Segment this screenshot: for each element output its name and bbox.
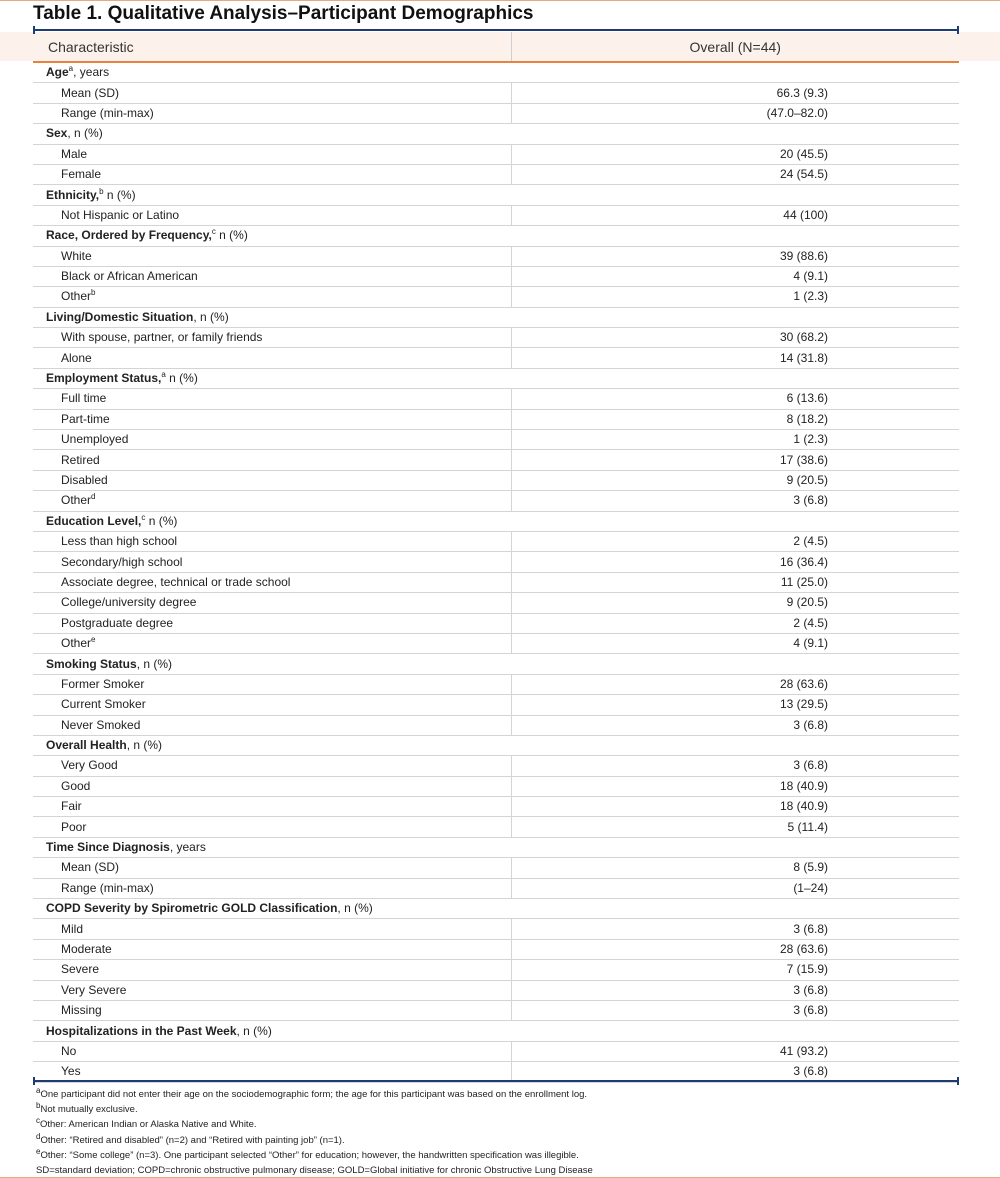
- footnote-mark: b: [36, 1101, 41, 1111]
- row-label-cell: [33, 389, 511, 409]
- row-label-cell: [33, 491, 511, 511]
- row-label: Good: [61, 778, 91, 793]
- section-suffix: , n (%): [67, 126, 103, 141]
- row-label: Range (min-max): [61, 105, 154, 120]
- row-value: 3 (6.8): [511, 756, 959, 776]
- bottom-rule: [33, 1080, 959, 1082]
- table-row: [33, 287, 959, 307]
- table-row: [33, 1041, 959, 1061]
- row-value: 1 (2.3): [511, 430, 959, 450]
- row-value: 20 (45.5): [511, 144, 959, 164]
- row-label: Full time: [61, 391, 107, 406]
- row-value: 1 (2.3): [511, 287, 959, 307]
- table-row: [33, 878, 959, 898]
- row-value: (47.0–82.0): [511, 103, 959, 123]
- section-label: Time Since Diagnosis: [46, 840, 170, 855]
- row-label: Moderate: [61, 941, 112, 956]
- footnote-text: SD=standard deviation; COPD=chronic obstructive pulmonary disease; GOLD=Global initiative for chronic Obstructive Lung Disease: [36, 1165, 593, 1177]
- table-row: [33, 960, 959, 980]
- section-label: Sex: [46, 126, 68, 141]
- row-label-cell: [33, 205, 511, 225]
- table-row: [33, 695, 959, 715]
- row-label: Poor: [61, 819, 87, 834]
- row-label: Postgraduate degree: [61, 615, 174, 630]
- row-label-cell: [33, 878, 511, 898]
- row-label: Other: [61, 636, 92, 651]
- row-label-cell: [33, 348, 511, 368]
- footnote-mark: e: [36, 1146, 41, 1156]
- footnote-marker: d: [91, 492, 96, 502]
- row-value: 4 (9.1): [511, 633, 959, 653]
- row-value: 28 (63.6): [511, 939, 959, 959]
- footnote-text: Other: American Indian or Alaska Native and White.: [40, 1119, 257, 1131]
- row-label-cell: [33, 633, 511, 653]
- row-label-cell: [33, 552, 511, 572]
- row-label: Female: [61, 167, 102, 182]
- table-body: [33, 62, 959, 1082]
- footnote-mark: a: [36, 1085, 41, 1095]
- row-label-cell: [33, 572, 511, 592]
- table-row: [33, 164, 959, 184]
- section-heading: [33, 124, 959, 144]
- table-row: [33, 266, 959, 286]
- row-label: Other: [61, 493, 92, 508]
- table-row: [33, 1062, 959, 1082]
- section-row: [33, 899, 959, 919]
- row-label: Disabled: [61, 473, 108, 487]
- row-label-cell: [33, 470, 511, 490]
- row-label: Less than high school: [61, 534, 178, 549]
- row-label: Alone: [61, 350, 92, 365]
- footnote: [36, 1102, 966, 1117]
- table-row: [33, 328, 959, 348]
- section-label: Ethnicity,: [46, 187, 100, 202]
- footnote-text: Other: “Some college” (n=3). One participant selected “Other” for education; however, the handwritten specification was illegible.: [40, 1149, 579, 1161]
- section-suffix: n (%): [215, 228, 248, 243]
- row-label: Yes: [61, 1064, 81, 1079]
- row-label-cell: [33, 409, 511, 429]
- section-suffix: , n (%): [193, 309, 229, 324]
- row-label: Very Good: [61, 758, 118, 773]
- row-label: Current Smoker: [61, 697, 146, 712]
- row-value: 14 (31.8): [511, 348, 959, 368]
- footnotes: [36, 1087, 966, 1178]
- table-row: [33, 470, 959, 490]
- table-row: [33, 389, 959, 409]
- row-value: 3 (6.8): [511, 1000, 959, 1020]
- table-row: [33, 613, 959, 633]
- section-row: [33, 226, 959, 246]
- row-label-cell: [33, 430, 511, 450]
- row-value: 39 (88.6): [511, 246, 959, 266]
- table-row: [33, 348, 959, 368]
- table-row: [33, 103, 959, 123]
- row-label-cell: [33, 797, 511, 817]
- section-row: [33, 511, 959, 531]
- row-value: 9 (20.5): [511, 470, 959, 490]
- row-label: Never Smoked: [61, 717, 141, 732]
- table-row: [33, 430, 959, 450]
- section-suffix: , years: [169, 840, 206, 855]
- table-row: [33, 919, 959, 939]
- row-label-cell: [33, 939, 511, 959]
- row-label: Associate degree, technical or trade school: [61, 574, 291, 589]
- footnote: [36, 1148, 966, 1163]
- footnote-text: One participant did not enter their age on the sociodemographic form; the age for this participant was based on the enrollment log.: [40, 1089, 588, 1100]
- row-label: Secondary/high school: [61, 554, 183, 569]
- footnote-marker: b: [99, 186, 104, 196]
- row-value: 8 (18.2): [511, 409, 959, 429]
- table-row: [33, 980, 959, 1000]
- row-value: (1–24): [511, 878, 959, 898]
- section-label: Hospitalizations in the Past Week: [46, 1023, 237, 1038]
- section-heading: [33, 1021, 959, 1041]
- row-value: 18 (40.9): [511, 797, 959, 817]
- row-value: 11 (25.0): [511, 572, 959, 592]
- row-label: With spouse, partner, or family friends: [61, 330, 263, 345]
- row-label-cell: [33, 246, 511, 266]
- row-value: 3 (6.8): [511, 919, 959, 939]
- row-value: 4 (9.1): [511, 266, 959, 286]
- row-label: Black or African American: [61, 269, 198, 284]
- top-accent-line: [0, 0, 1000, 1]
- row-value: 9 (20.5): [511, 593, 959, 613]
- row-label: Retired: [61, 452, 100, 467]
- row-label-cell: [33, 1062, 511, 1082]
- row-value: 3 (6.8): [511, 715, 959, 735]
- row-value: 8 (5.9): [511, 858, 959, 878]
- table-row: [33, 83, 959, 103]
- row-label: Former Smoker: [61, 676, 145, 691]
- section-suffix: , n (%): [236, 1023, 272, 1038]
- table-row: [33, 674, 959, 694]
- footnote-marker: a: [161, 370, 166, 380]
- header-overall: Overall (N=44): [511, 32, 959, 62]
- section-suffix: , years: [73, 65, 110, 80]
- section-label: Education Level,: [46, 513, 142, 528]
- section-suffix: n (%): [103, 187, 136, 202]
- row-label: Fair: [61, 799, 82, 814]
- section-suffix: , n (%): [337, 901, 373, 916]
- row-label-cell: [33, 164, 511, 184]
- row-label-cell: [33, 1000, 511, 1020]
- row-label-cell: [33, 858, 511, 878]
- row-label: Very Severe: [61, 982, 127, 997]
- row-label-cell: [33, 531, 511, 551]
- top-rule: [33, 29, 959, 31]
- section-heading: [33, 837, 959, 857]
- row-value: 2 (4.5): [511, 531, 959, 551]
- row-label-cell: [33, 287, 511, 307]
- section-suffix: n (%): [165, 371, 198, 386]
- row-label-cell: [33, 980, 511, 1000]
- table-row: [33, 776, 959, 796]
- footnote-marker: b: [91, 288, 96, 298]
- row-label-cell: [33, 960, 511, 980]
- table-row: [33, 939, 959, 959]
- footnote-marker: c: [141, 512, 146, 522]
- row-value: 5 (11.4): [511, 817, 959, 837]
- section-row: [33, 124, 959, 144]
- table-row: [33, 572, 959, 592]
- row-value: 6 (13.6): [511, 389, 959, 409]
- section-heading: [33, 368, 959, 388]
- table-row: [33, 491, 959, 511]
- table-row: [33, 797, 959, 817]
- row-value: 7 (15.9): [511, 960, 959, 980]
- table-row: [33, 450, 959, 470]
- table-row: [33, 246, 959, 266]
- section-heading: [33, 185, 959, 205]
- table-row: [33, 409, 959, 429]
- section-row: [33, 307, 959, 327]
- table-row: [33, 552, 959, 572]
- table-row: [33, 144, 959, 164]
- section-label: Race, Ordered by Frequency,: [46, 228, 212, 243]
- row-label: Other: [61, 289, 92, 304]
- row-label: Not Hispanic or Latino: [61, 207, 180, 222]
- row-label-cell: [33, 756, 511, 776]
- row-label-cell: [33, 674, 511, 694]
- footnote-mark: c: [36, 1116, 40, 1126]
- row-value: 16 (36.4): [511, 552, 959, 572]
- footnote: [36, 1163, 966, 1178]
- row-value: 28 (63.6): [511, 674, 959, 694]
- footnote-marker: a: [68, 64, 74, 74]
- footnote: [36, 1133, 966, 1148]
- section-row: [33, 185, 959, 205]
- row-value: 41 (93.2): [511, 1041, 959, 1061]
- section-label: Employment Status,: [46, 371, 162, 386]
- section-label: Overall Health: [46, 738, 127, 753]
- table-row: [33, 593, 959, 613]
- row-label-cell: [33, 593, 511, 613]
- row-label: Range (min-max): [61, 880, 154, 895]
- row-label-cell: [33, 817, 511, 837]
- header-row: [33, 32, 959, 62]
- row-label-cell: [33, 266, 511, 286]
- row-label: Part-time: [61, 411, 110, 426]
- footnote-marker: e: [91, 635, 96, 645]
- section-heading: [33, 226, 959, 246]
- row-label-cell: [33, 144, 511, 164]
- footnote: [36, 1087, 966, 1102]
- footnote-text: Other: “Retired and disabled” (n=2) and “Retired with painting job” (n=1).: [40, 1134, 345, 1146]
- section-label: Living/Domestic Situation: [46, 309, 194, 324]
- section-heading: [33, 735, 959, 755]
- table-row: [33, 756, 959, 776]
- footnote: [36, 1117, 966, 1132]
- section-heading: [33, 307, 959, 327]
- row-label: Male: [61, 146, 88, 161]
- section-row: [33, 1021, 959, 1041]
- section-row: [33, 62, 959, 83]
- row-value: 66.3 (9.3): [511, 83, 959, 103]
- section-label: COPD Severity by Spirometric GOLD Classification: [46, 901, 338, 916]
- row-label-cell: [33, 715, 511, 735]
- section-row: [33, 654, 959, 674]
- row-label-cell: [33, 776, 511, 796]
- section-suffix: , n (%): [126, 738, 163, 753]
- table-row: [33, 1000, 959, 1020]
- footnote-text: Not mutually exclusive.: [40, 1104, 138, 1116]
- table-row: [33, 633, 959, 653]
- row-value: 24 (54.5): [511, 164, 959, 184]
- section-suffix: , n (%): [136, 656, 173, 671]
- row-label-cell: [33, 695, 511, 715]
- row-value: 3 (6.8): [511, 491, 959, 511]
- row-value: 44 (100): [511, 205, 959, 225]
- row-label: Mean (SD): [61, 85, 120, 100]
- table-row: [33, 531, 959, 551]
- section-heading: [33, 654, 959, 674]
- row-label: College/university degree: [61, 595, 197, 610]
- section-row: [33, 368, 959, 388]
- table-row: [33, 858, 959, 878]
- section-label: Smoking Status: [46, 656, 137, 671]
- section-label: Age: [46, 65, 69, 80]
- footnote-mark: d: [36, 1131, 41, 1141]
- row-label: White: [61, 248, 92, 263]
- row-label-cell: [33, 83, 511, 103]
- row-label-cell: [33, 450, 511, 470]
- row-label: Unemployed: [61, 432, 129, 447]
- section-heading: [33, 511, 959, 531]
- header-characteristic: Characteristic: [33, 32, 511, 62]
- row-value: 30 (68.2): [511, 328, 959, 348]
- row-label-cell: [33, 103, 511, 123]
- row-label-cell: [33, 613, 511, 633]
- row-label-cell: [33, 328, 511, 348]
- demographics-table: [33, 32, 959, 1083]
- table-row: [33, 715, 959, 735]
- row-value: 3 (6.8): [511, 1062, 959, 1082]
- row-label: No: [61, 1043, 77, 1058]
- section-suffix: n (%): [145, 513, 178, 528]
- row-value: 3 (6.8): [511, 980, 959, 1000]
- table-title: Table 1. Qualitative Analysis–Participant Demographics: [33, 3, 534, 24]
- section-row: [33, 837, 959, 857]
- row-label-cell: [33, 919, 511, 939]
- footnote-marker: c: [211, 227, 216, 237]
- table-row: [33, 205, 959, 225]
- section-heading: [33, 899, 959, 919]
- row-value: 17 (38.6): [511, 450, 959, 470]
- row-value: 18 (40.9): [511, 776, 959, 796]
- row-label-cell: [33, 1041, 511, 1061]
- section-row: [33, 735, 959, 755]
- row-label: Mean (SD): [61, 860, 120, 875]
- row-label: Severe: [61, 962, 100, 977]
- row-value: 13 (29.5): [511, 695, 959, 715]
- row-label: Missing: [61, 1003, 102, 1018]
- row-label: Mild: [61, 921, 84, 936]
- table-row: [33, 817, 959, 837]
- section-heading: [33, 62, 959, 83]
- row-value: 2 (4.5): [511, 613, 959, 633]
